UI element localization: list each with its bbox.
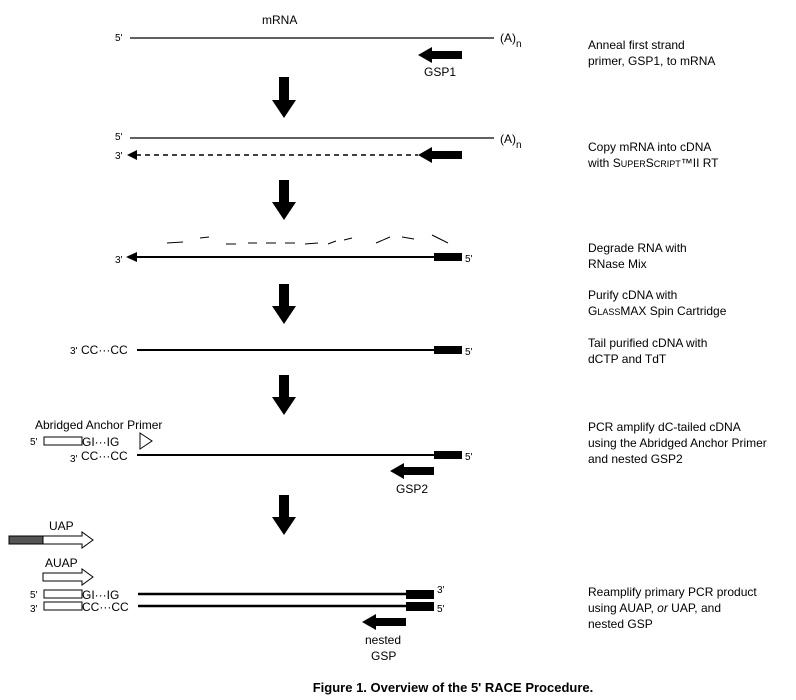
step2-polya: $(A)_n$: [500, 132, 522, 151]
anchor-primer-box: [44, 437, 82, 445]
auap-label: AUAP: [45, 556, 78, 570]
step4-desc-line2: GLASSMAX Spin Cartridge: [588, 304, 727, 318]
step3-desc-line2: RNase Mix: [588, 257, 647, 271]
step2-three-prime: 3': [115, 151, 123, 162]
cdna-arrowhead-icon: [127, 150, 137, 160]
step2-five-prime: 5': [115, 132, 123, 143]
step7-desc-line3: nested GSP: [588, 617, 653, 631]
cdna-arrowhead-3-icon: [126, 252, 137, 262]
step2-desc-line2: with SUPERSCRIPT™II RT: [588, 156, 719, 170]
step7-cc-tail: CC···CC: [82, 600, 129, 614]
figure-caption: Figure 1. Overview of the 5' RACE Procedure.: [312, 680, 594, 695]
step3-three-prime: 3': [115, 255, 123, 266]
uap-gray-block: [9, 536, 43, 544]
step6-desc-line2: using the Abridged Anchor Primer: [588, 436, 767, 450]
step1-group: [115, 13, 715, 79]
gsp-block: [434, 346, 462, 354]
step3-five-prime: 5': [465, 254, 473, 265]
anchor-primer-label: Abridged Anchor Primer: [35, 418, 163, 432]
step1-desc-line1: Anneal first strand: [588, 38, 685, 52]
step5-cc-tail: CC···CC: [81, 343, 128, 357]
gsp1-arrow-2-icon: [418, 147, 462, 163]
step5-desc-line1: Tail purified cDNA with: [588, 336, 708, 350]
gsp2-arrow-icon: [390, 463, 434, 479]
step6-cc-tail: CC···CC: [81, 449, 128, 463]
step6-gi-ig: GI···IG: [82, 435, 120, 449]
step6-group: [30, 418, 767, 496]
step7-desc-line1: Reamplify primary PCR product: [588, 585, 757, 599]
step1-five-prime: 5': [115, 33, 123, 44]
gsp2-label: GSP2: [396, 482, 429, 496]
step6-five-prime: 5': [30, 437, 38, 448]
step7-five-prime-right: 5': [437, 604, 445, 615]
gsp-block: [406, 602, 434, 611]
step6-five-prime-right: 5': [465, 452, 473, 463]
down-arrow-icon: [272, 284, 296, 324]
product-primer-box-bottom: [44, 602, 82, 610]
step7-five-prime: 5': [30, 590, 38, 601]
step2-desc-line1: Copy mRNA into cDNA: [588, 140, 712, 154]
nested-gsp-arrow-icon: [362, 614, 406, 630]
step7-desc-line2: using AUAP, or UAP, and: [588, 601, 721, 615]
down-arrow-icon: [272, 180, 296, 220]
uap-arrow-icon: [43, 532, 93, 548]
step3-desc-line1: Degrade RNA with: [588, 241, 687, 255]
product-primer-box-top: [44, 590, 82, 598]
nested-gsp-label: GSP: [371, 649, 397, 663]
step7-three-prime-right: 3': [437, 585, 445, 596]
gsp-block: [434, 253, 462, 261]
nested-label: nested: [365, 633, 402, 647]
step3-group: [115, 235, 687, 271]
step6-desc-line1: PCR amplify dC-tailed cDNA: [588, 420, 741, 434]
auap-arrow-icon: [43, 569, 93, 585]
gsp1-label: GSP1: [424, 65, 457, 79]
step5-desc-line2: dCTP and TdT: [588, 352, 667, 366]
step7-group: [9, 519, 757, 663]
step6-three-prime: 3': [70, 454, 78, 465]
gsp-block: [434, 451, 462, 459]
step2-group: [115, 132, 719, 170]
step4-group: [588, 288, 727, 318]
uap-label: UAP: [49, 519, 74, 533]
step7-gi-ig: GI···IG: [82, 588, 120, 602]
step5-three-prime: 3': [70, 346, 78, 357]
step4-desc-line1: Purify cDNA with: [588, 288, 678, 302]
step1-desc-line2: primer, GSP1, to mRNA: [588, 54, 716, 68]
step6-desc-line3: and nested GSP2: [588, 452, 683, 466]
mrna-label: mRNA: [262, 13, 298, 27]
step5-group: [70, 336, 707, 366]
down-arrow-icon: [272, 77, 296, 118]
step1-polya: $(A)_n$: [500, 31, 522, 50]
anchor-arrowhead-icon: [140, 433, 152, 449]
gsp-block: [406, 590, 434, 599]
rna-fragments: [167, 235, 448, 244]
step7-three-prime: 3': [30, 604, 38, 615]
gsp1-arrow-icon: [418, 47, 462, 63]
down-arrow-icon: [272, 375, 296, 415]
step5-five-prime: 5': [465, 347, 473, 358]
down-arrow-icon: [272, 495, 296, 535]
